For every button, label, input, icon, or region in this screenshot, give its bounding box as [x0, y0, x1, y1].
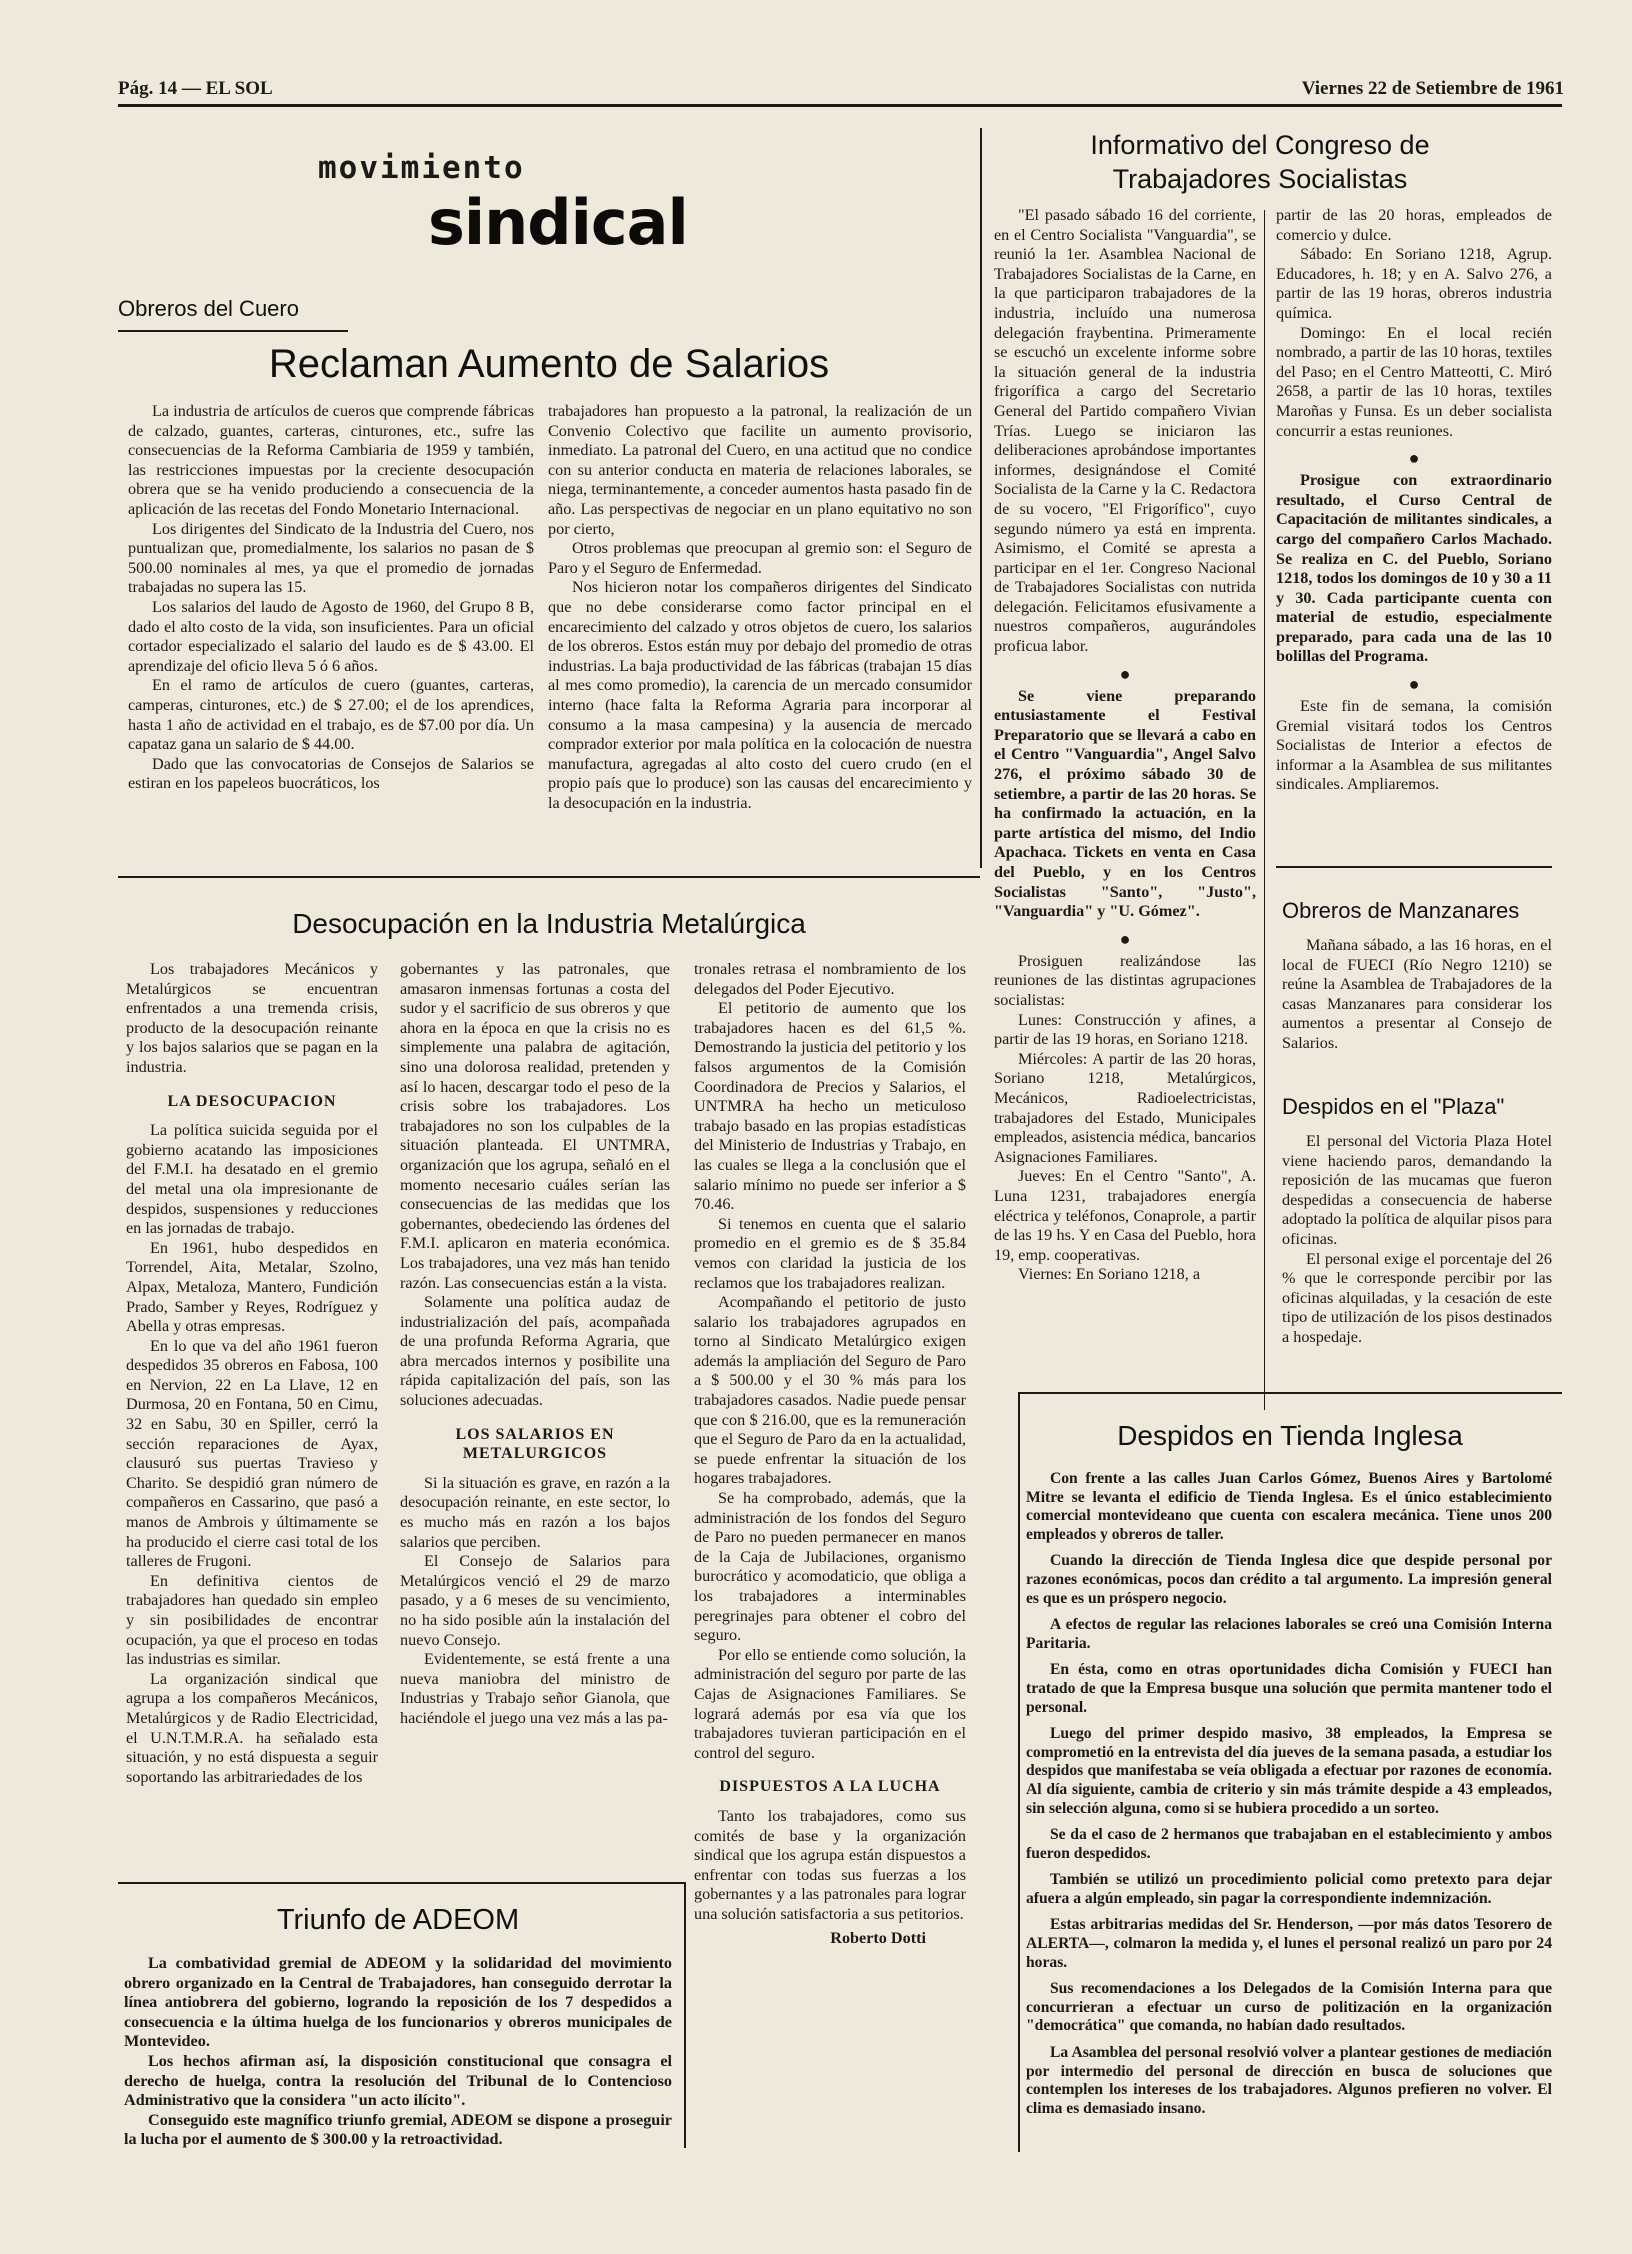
paragraph: Otros problemas que preocupan al gremio son: el Seguro de Paro y el Seguro de Enfermedad.	[548, 539, 972, 577]
paragraph: gobernantes y las patronales, que amasaron inmensas fortunas a costa del sudor y el sacrificio de sus obreros y que ahora en la época en que la crisis no es simplemente una palabra de agitación, sino una dolorosa realidad, pretenden y así lo hacen, descargar todo el peso de la crisis sobre los trabajadores. Los trabajadores no son los culpables de la situación planteada. El UNTMRA, organización que los agrupa, señaló en el momento necesario cuáles serían las consecuencias de las medidas que los gobernantes, obedeciendo las órdenes del F.M.I. aplicaron en materia económica. Los trabajadores, una vez más han tenido razón. Las consecuencias están a la vista.	[400, 960, 670, 1292]
paragraph: Nos hicieron notar los compañeros dirigentes del Sindicato que no debe considerarse como factor principal en el encarecimiento del calzado y otros objetos de cuero, los salarios de los obreros. Estos están muy por debajo del promedio de otras industrias. La baja productividad de las fábricas (trabajan 15 días al mes como promedio), la carencia de un mercado consumidor interno (hace falta la Reforma Agraria para incorporar al consumo a la masa campesina) y la ausencia de mercado comprador exterior por mala política en la colocación de nuestra manufactura, agregadas al alto costo del cuero crudo (en el propio país que lo produce) son las causas del encarecimiento y la desocupación en la industria.	[548, 578, 972, 812]
column-rule	[980, 128, 982, 868]
metal-subheading-desocupacion: LA DESOCUPACION	[167, 1092, 337, 1110]
paragraph: Solamente una política audaz de industrialización del país, acompañada de una profunda Reforma Agraria, que abra mercados internos y posibilite una rápida capitalización del país, son las soluciones adecuadas.	[400, 1293, 670, 1410]
cuero-title: Reclaman Aumento de Salarios	[268, 342, 830, 386]
adeom-side-rule	[684, 1882, 686, 2148]
paragraph: El Consejo de Salarios para Metalúrgicos venció el 29 de marzo pasado, y a 6 meses de su vencimiento, no ha sido posible aún la instalación del nuevo Consejo.	[400, 1552, 670, 1649]
paragraph: Por ello se entiende como solución, la administración del seguro por parte de las Cajas de Asignaciones Familiares. Se logrará además por esa vía que los trabajadores tuvieran participación en el control del seguro.	[694, 1645, 966, 1762]
paragraph: La política suicida seguida por el gobierno acatando las imposiciones del F.M.I. ha desatado en el gremio del metal una ola impresionante de despidos, suspensiones y reducciones en las jornadas de trabajo.	[126, 1121, 378, 1238]
paragraph: Se ha comprobado, además, que la administración de los fondos del Seguro de Paro no pueden permanecer en manos de la Caja de Jubilaciones, organismo burocrático y acomodaticio, que obliga a los trabajadores a interminables peregrinajes para obtener el cobro del seguro.	[694, 1489, 966, 1645]
paragraph: Estas arbitrarias medidas del Sr. Henderson, —por más datos Tesorero de ALERTA—, colmaron la medida y, el lunes el personal realizó un paro por 24 horas.	[1026, 1916, 1552, 1971]
paragraph: Los salarios del laudo de Agosto de 1960, del Grupo 8 B, dado el alto costo de la vida, son insuficientes. Para un oficial cortador especializado el salario del laudo es de $ 43.00. El aprendizaje del oficio lleva 5 ó 6 años.	[128, 597, 534, 675]
adeom-title: Triunfo de ADEOM	[276, 1904, 520, 1936]
paragraph: Prosiguen realizándose las reuniones de las distintas agrupaciones socialistas:	[994, 951, 1256, 1009]
paragraph: Sus recomendaciones a los Delegados de la Comisión Interna para que concurrieran a efectuar un curso de politización en la organización "democrática" que comanda, no habían dado resultados.	[1026, 1980, 1552, 2035]
informativo-title-line2: Trabajadores Socialistas	[1112, 164, 1408, 194]
logo-line1: movimiento	[318, 150, 525, 186]
manzanares-body	[1282, 936, 1552, 1054]
paragraph: También se utilizó un procedimiento policial como pretexto para dejar afuera a algún empleado, sin pagar la correspondiente indemnización.	[1026, 1871, 1552, 1907]
paragraph: La organización sindical que agrupa a los compañeros Mecánicos, Metalúrgicos y de Radio Electricidad, el U.N.T.M.R.A. ha señalado esta situación, y no está dispuesta a seguir soportando las arbitrariedades de los	[126, 1669, 378, 1786]
tienda-side-rule	[1018, 1392, 1020, 2152]
adeom-top-rule	[118, 1882, 684, 1884]
tienda-top-rule	[1018, 1392, 1562, 1394]
paragraph: Los dirigentes del Sindicato de la Industria del Cuero, nos puntualizan que, promedialmente, los salarios no pasan de $ 500.00 nominales al mes, ya que el promedio de jornadas trabajadas no supera las 15.	[128, 519, 534, 597]
paragraph: Sábado: En Soriano 1218, Agrup. Educadores, h. 18; y en A. Salvo 276, a partir de las 19 horas, obreros industria química.	[1276, 245, 1552, 322]
tienda-title: Despidos en Tienda Inglesa	[1117, 1420, 1463, 1451]
paragraph: Este fin de semana, la comisión Gremial visitará todos los Centros Socialistas de Interior a efectos de informar a la Asamblea de sus militantes sindicales. Ampliaremos.	[1276, 697, 1552, 794]
paragraph: La industria de artículos de cueros que comprende fábricas de calzado, guantes, carteras, cinturones, etc., sufre las consecuencias de la Reforma Cambiaria de 1959 y también, las restricciones impuestas por la creciente desocupación obrera que se ha venido produciendo a consecuencia de la aplicación de las recetas del Fondo Monetario Internacional.	[128, 402, 534, 518]
paragraph: "El pasado sábado 16 del corriente, en el Centro Socialista "Vanguardia", se reunió la 1er. Asamblea Nacional de Trabajadores Socialistas de la Carne, en la que participaron trabajadores de la industria, incluído una numerosa delegación fraybentina. Primeramente se escuchó un excelente informe sobre la situación general de la industria frigorífica a cargo del Secretario General del Partido compañero Vivian Trías. Luego se iniciaron las deliberaciones aprobándose importantes informes, designándose el Comité Socialista de la Carne y la C. Redactora de su vocero, "El Frigorífico", cuyo segundo número ya está en imprenta. Asimismo, el Comité se apresta a participar en el 1er. Congreso Nacional de Trabajadores Socialistas con nutrida delegación. Felicitamos efusivamente a nuestros compañeros, augurándoles proficua labor.	[994, 206, 1256, 656]
paragraph: Prosigue con extraordinario resultado, el Curso Central de Capacitación de militantes sindicales, a cargo del compañero Carlos Machado. Se realiza en C. del Pueblo, Soriano 1218, todos los domingos de 10 y 30 a 11 y 30. Cada participante cuenta con material de estudio, especialmente preparado, para cada una de las 10 bolillas del Programa.	[1276, 471, 1552, 666]
informativo-column-b	[1276, 206, 1552, 795]
paragraph: En el ramo de artículos de cuero (guantes, carteras, camperas, cinturones, etc.) de $ 27.00; el de los aprendices, hasta 1 año de actividad en el trabajo, es de $7.00 por día. Un capataz gana un salario de $ 44.00.	[128, 676, 534, 754]
adeom-body	[124, 1954, 672, 2150]
tienda-body	[1026, 1470, 1552, 2118]
paragraph: En ésta, como en otras oportunidades dicha Comisión y FUECI han tratado de que la Empresa busque una solución que permita mantener todo el personal.	[1026, 1661, 1552, 1716]
signature: Roberto Dotti	[830, 1928, 926, 1947]
page-date: Viernes 22 de Setiembre de 1961	[1301, 78, 1564, 99]
paragraph: Los trabajadores Mecánicos y Metalúrgicos se encuentran enfrentados a una tremenda crisis, producto de la desocupación reinante y los bajos salarios que se pagan en la industria.	[126, 960, 378, 1076]
paragraph: El personal exige el porcentaje del 26 % que le corresponde percibir por las oficinas alquiladas, y la cesación de este tipo de utilización de los pisos destinados a hospedaje.	[1282, 1249, 1552, 1346]
paragraph: Domingo: En el local recién nombrado, a partir de las 10 horas, textiles del Paso; en el Centro Matteotti, C. Miró 2658, a partir de las 10 horas, textiles Maroñas y Funsa. Es un deber socialista concurrir a estas reuniones.	[1276, 323, 1552, 440]
cuero-section-rule	[118, 330, 348, 332]
cuero-column-1	[128, 402, 534, 794]
paragraph: Dado que las convocatorias de Consejos de Salarios se estiran en los papeleos buocráticos, los	[128, 754, 534, 793]
paragraph: En definitiva cientos de trabajadores han quedado sin empleo y sin posibilidades de encontrar ocupación, ya que el proceso en todas las industrias es similar.	[126, 1571, 378, 1669]
informativo-column-a	[994, 206, 1256, 1285]
header-rule	[118, 104, 1562, 107]
paragraph: Jueves: En el Centro "Santo", A. Luna 1231, trabajadores energía eléctrica y teléfonos, Conaprole, a partir de las 19 hs. Y en Casa del Pueblo, hora 19, emp. cooperativas.	[994, 1167, 1256, 1264]
plaza-body	[1282, 1132, 1552, 1348]
paragraph: trabajadores han propuesto a la patronal, la realización de un Convenio Colectivo que facilite un aumento provisorio, inmediato. La patronal del Cuero, en una actitud que no condice con su anterior conducta en materia de relaciones laborales, se niega, terminantemente, a conceder aumentos hasta pasado fin de año. Las perspectivas de negociar en un plano equitativo no son por cierto,	[548, 402, 972, 538]
paragraph: El personal del Victoria Plaza Hotel viene haciendo paros, demandando la reposición de las mucamas que fueron despedidas a consecuencia de haberse adoptado la política de alquilar pisos para oficinas.	[1282, 1132, 1552, 1248]
paragraph: Luego del primer despido masivo, 38 empleados, la Empresa se comprometió en la entrevista del día jueves de la semana pasada, a estudiar los despidos que manifestaba se veía obligada a efectuar por razones de economía. Al día siguiente, cambia de criterio y sin más trámite despide a 43 empleados, sin selección alguna, como si se hubiera procedido a un sorteo.	[1026, 1725, 1552, 1817]
separator-dot: ●	[1408, 448, 1420, 469]
informativo-title	[990, 128, 1530, 196]
plaza-title: Despidos en el "Plaza"	[1282, 1094, 1505, 1119]
metal-subheading-salarios: LOS SALARIOS EN METALURGICOS	[455, 1425, 615, 1463]
paragraph: Lunes: Construcción y afines, a partir de las 19 horas, en Soriano 1218.	[994, 1010, 1256, 1049]
metal-title: Desocupación en la Industria Metalúrgica	[292, 908, 806, 939]
paragraph: El petitorio de aumento que los trabajadores hacen es del 61,5 %. Demostrando la justicia del petitorio y los falsos argumentos de la Comisión Coordinadora de Precios y Salarios, el UNTMRA ha hecho un meticuloso trabajo basado en las propias estadísticas del Ministerio de Industrias y Trabajo, en las cuales se llega a la conclusión que el salario mínimo no puede ser inferior a $ 70.46.	[694, 999, 966, 1214]
manzanares-title: Obreros de Manzanares	[1282, 898, 1520, 923]
paragraph: Los hechos afirman así, la disposición constitucional que consagra el derecho de huelga, contra la resolución del Tribunal de lo Contencioso Administrativo que la considera "un acto ilícito".	[124, 2051, 672, 2110]
paragraph: Si tenemos en cuenta que el salario promedio en el gremio es de $ 35.84 vemos con claridad la justicia de los reclamos que los trabajadores realizan.	[694, 1214, 966, 1292]
paragraph: A efectos de regular las relaciones laborales se creó una Comisión Interna Paritaria.	[1026, 1616, 1552, 1652]
paragraph: Conseguido este magnífico triunfo gremial, ADEOM se dispone a proseguir la lucha por el aumento de $ 300.00 y la retroactividad.	[124, 2110, 672, 2149]
paragraph: partir de las 20 horas, empleados de comercio y dulce.	[1276, 206, 1552, 244]
paragraph: Con frente a las calles Juan Carlos Gómez, Buenos Aires y Bartolomé Mitre se levanta el edificio de Tienda Inglesa. Es el único establecimiento comercial montevideano que cuenta con escalera mecánica. Tiene unos 200 empleados y obreros de taller.	[1026, 1470, 1552, 1543]
paragraph: Tanto los trabajadores, como sus comités de base y la organización sindical que los agrupa están dispuestos a enfrentar con todas sus fuerzas a los gobernantes y a las patronales para lograr una solución satisfactoria a sus petitorios.	[694, 1806, 966, 1923]
manzanares-top-rule	[1276, 866, 1552, 868]
separator-dot: ●	[1408, 674, 1420, 695]
paragraph: tronales retrasa el nombramiento de los delegados del Poder Ejecutivo.	[694, 960, 966, 998]
informativo-column-rule	[1264, 210, 1265, 1410]
paragraph: En 1961, hubo despedidos en Torrendel, Aita, Metalar, Szolno, Alpax, Metaloza, Mantero, Fundición Prado, Samber y Reyes, Rodríguez y Abella y otras empresas.	[126, 1238, 378, 1336]
paragraph: Miércoles: A partir de las 20 horas, Soriano 1218, Metalúrgicos, Mecánicos, Radioelectricistas, trabajadores del Estado, Municipales empleados, asistencia médica, bancarios Asignaciones Familiares.	[994, 1049, 1256, 1166]
informativo-title-line1: Informativo del Congreso de	[1090, 130, 1430, 160]
paragraph: Se da el caso de 2 hermanos que trabajaban en el establecimiento y ambos fueron despedidos.	[1026, 1826, 1552, 1862]
metal-column-3	[694, 960, 966, 1948]
metal-column-1	[126, 960, 378, 1787]
metal-subheading-lucha: DISPUESTOS A LA LUCHA	[719, 1778, 941, 1796]
paragraph: Si la situación es grave, en razón a la desocupación reinante, en este sector, lo es mucho más en razón a los bajos salarios que perciben.	[400, 1473, 670, 1551]
separator-dot: ●	[1119, 663, 1131, 684]
paragraph: Se viene preparando entusiastamente el Festival Preparatorio que se llevará a cabo en el Centro "Vanguardia", Angel Salvo 276, el próximo sábado 30 de setiembre, a partir de las 20 horas. Se ha confirmado la actuación, en la parte artística del mismo, del Indio Apachaca. Tickets en venta en Casa del Pueblo, y en los Centros Socialistas "Santo", "Justo", "Vanguardia" y "U. Gómez".	[994, 686, 1256, 921]
paragraph: La combatividad gremial de ADEOM y la solidaridad del movimiento obrero organizado en la Central de Trabajadores, han conseguido derrotar la línea antiobrera del gobierno, logrando la reposición de los 7 despedidos a consecuencia e la última huelga de los funcionarios y obreros municipales de Montevideo.	[124, 1954, 672, 2051]
page-number: Pág. 14 — EL SOL	[118, 78, 273, 99]
cuero-section-label: Obreros del Cuero	[118, 296, 299, 321]
paragraph: Viernes: En Soriano 1218, a	[1018, 1265, 1200, 1284]
paragraph: Mañana sábado, a las 16 horas, en el local de FUECI (Río Negro 1210) se reúne la Asamblea de Trabajadores de la casas Manzanares para considerar los aumentos a presentar al Consejo de Salarios.	[1282, 936, 1552, 1052]
paragraph: Cuando la dirección de Tienda Inglesa dice que despide personal por razones económicas, pocos dan crédito a tal argumento. La impresión general es que es un próspero negocio.	[1026, 1552, 1552, 1607]
paragraph: En lo que va del año 1961 fueron despedidos 35 obreros en Fabosa, 100 en Nervion, 22 en La Llave, 12 en Durmosa, 20 en Fontana, 50 en Cimu, 32 en Sabu, 30 en Spiller, cerró la sección reparaciones de Ayax, clausuró sus puertas Travieso y Charito. Se despidió gran número de compañeros en Cassarino, que pasó a manos de Ambrois y últimamente se ha producido el cierre casi total de los talleres de Frugoni.	[126, 1336, 378, 1571]
cuero-bottom-rule	[118, 876, 980, 878]
logo-line2: sindical	[428, 186, 688, 259]
metal-column-2	[400, 960, 670, 1729]
paragraph: La Asamblea del personal resolvió volver a plantear gestiones de mediación por intermedio del personal de dirección en busca de soluciones que contemplen los intereses de los trabajadores. Algunos prefieren no volver. El clima es demasiado insano.	[1026, 2044, 1552, 2117]
separator-dot: ●	[1119, 928, 1131, 949]
paragraph: Acompañando el petitorio de justo salario los trabajadores agrupados en torno al Sindicato Metalúrgico exigen además la ampliación del Seguro de Paro a $ 500.00 y el 30 % más para los trabajadores casados. Nadie puede pensar que con $ 216.00, que es la remuneración que el Seguro de Paro da en la actualidad, se puede enfrentar la situación de los hogares trabajadores.	[694, 1293, 966, 1488]
cuero-column-2	[548, 402, 972, 813]
paragraph: Evidentemente, se está frente a una nueva maniobra del ministro de Industrias y Trabajo señor Gianola, que haciéndole el juego una vez más a las pa-	[400, 1650, 670, 1727]
